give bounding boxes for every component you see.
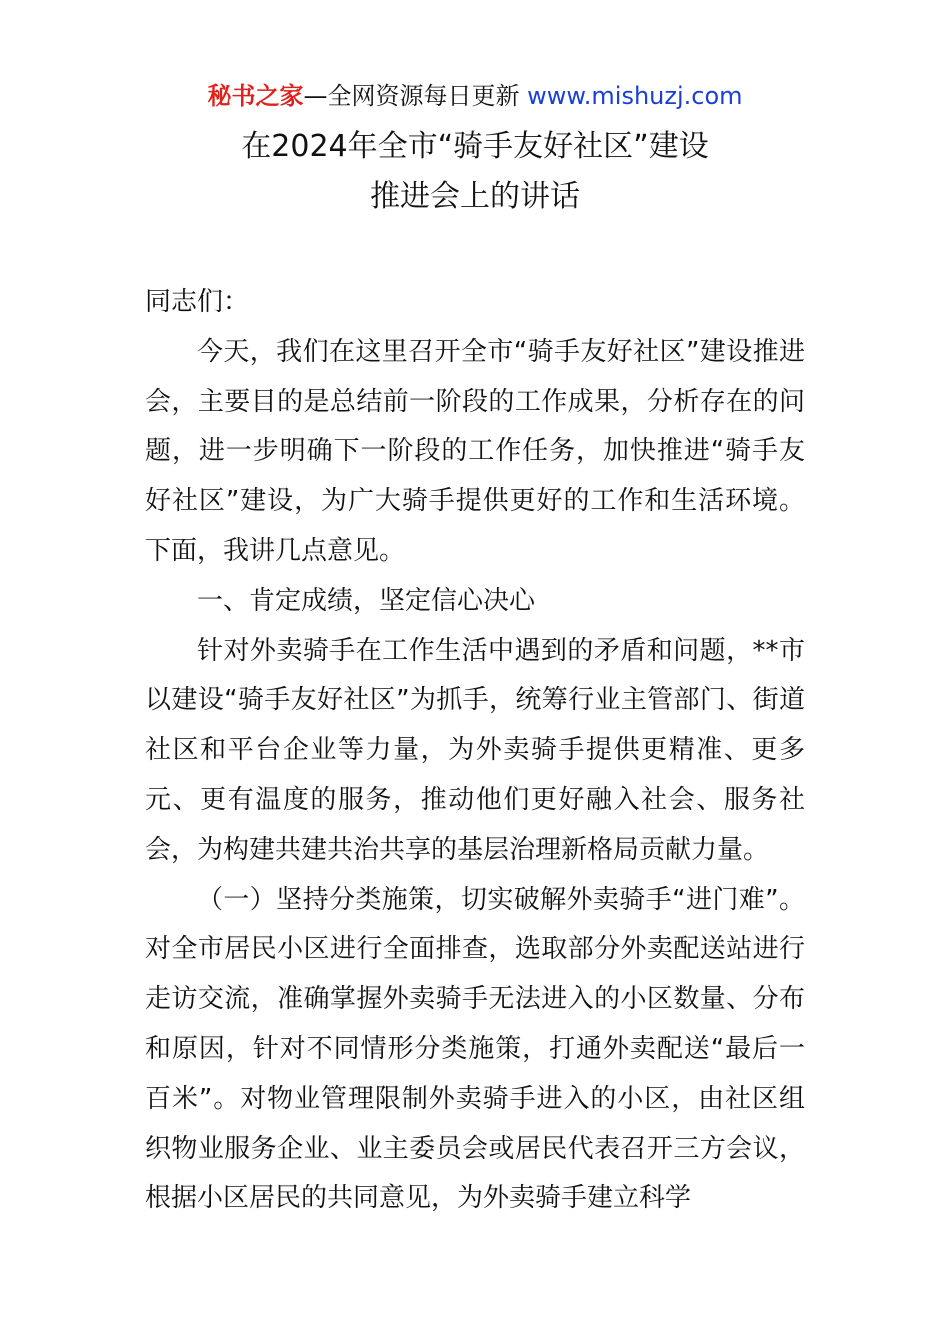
salutation: 同志们： [145, 287, 250, 317]
paragraph-intro: 今天，我们在这里召开全市“骑手友好社区”建设推进会，主要目的是总结前一阶段的工作成果，分析存在的问题，进一步明确下一阶段的工作任务，加快推进“骑手友好社区”建设，为广大骑手提供更好的工作和生活环境。下面，我讲几点意见。 [145, 336, 805, 566]
section-heading-1: 一、肯定成绩，坚定信心决心 [197, 585, 536, 616]
paragraph-subsection-1: （一）坚持分类施策，切实破解外卖骑手“进门难”。对全市居民小区进行全面排查，选取部分外卖配送站进行走访交流，准确掌握外卖骑手无法进入的小区数量、分布和原因，针对不同情形分类施策，打通外卖配送“最后一百米”。对物业管理限制外卖骑手进入的小区，由社区组织物业服务企业、业主委员会或居民代表召开三方会议，根据小区居民的共同意见，为外卖骑手建立科学 [145, 884, 805, 1214]
document-title-line-1: 在2024年全市“骑手友好社区”建设 [241, 129, 709, 164]
document-title-line-2: 推进会上的讲话 [370, 179, 580, 214]
site-url-link[interactable]: www.mishuzj.com [527, 82, 743, 110]
site-banner [0, 80, 950, 112]
site-brand: 秘书之家 [207, 82, 304, 110]
paragraph-section-1: 针对外卖骑手在工作生活中遇到的矛盾和问题，**市以建设“骑手友好社区”为抓手，统筹行业主管部门、街道社区和平台企业等力量，为外卖骑手提供更精准、更多元、更有温度的服务，推动他们更好融入社会、服务社会，为构建共建共治共享的基层治理新格局贡献力量。 [145, 635, 805, 865]
document-body [145, 278, 805, 1224]
site-slogan: —全网资源每日更新 [303, 82, 528, 110]
